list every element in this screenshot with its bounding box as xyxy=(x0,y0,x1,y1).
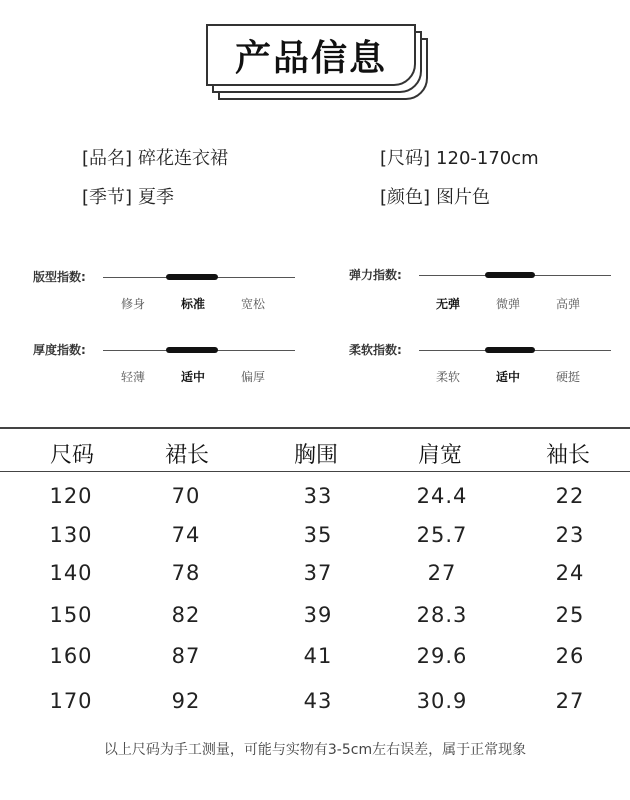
table-top-rule xyxy=(0,427,630,429)
fit-index-option: 宽松 xyxy=(240,297,265,311)
softness-index-indicator xyxy=(485,347,535,353)
fit-index-label: 版型指数: xyxy=(33,270,86,284)
softness-index-label: 柔软指数: xyxy=(349,343,402,357)
cell-length: 82 xyxy=(171,603,201,627)
cell-length: 92 xyxy=(171,689,201,713)
cell-sleeve: 27 xyxy=(555,689,585,713)
cell-size: 170 xyxy=(49,689,93,713)
stretch-index-option: 微弹 xyxy=(495,297,520,311)
cell-length: 87 xyxy=(171,644,201,668)
cell-length: 78 xyxy=(171,561,201,585)
cell-size: 130 xyxy=(49,523,93,547)
thickness-index-indicator xyxy=(166,347,218,353)
title-box xyxy=(206,24,436,102)
info-color xyxy=(380,183,490,209)
cell-shoulder: 28.3 xyxy=(416,603,468,627)
cell-shoulder: 27 xyxy=(427,561,457,585)
table-header-shoulder: 肩宽 xyxy=(417,443,462,468)
cell-bust: 39 xyxy=(303,603,333,627)
info-season xyxy=(82,183,174,209)
info-name-key: [品名] xyxy=(82,148,133,169)
info-size xyxy=(380,144,539,170)
softness-index-option: 柔软 xyxy=(435,370,460,384)
info-name-value: 碎花连衣裙 xyxy=(138,148,229,169)
info-season-key: [季节] xyxy=(82,187,133,208)
softness-index-option: 适中 xyxy=(495,370,520,384)
table-header-sleeve: 袖长 xyxy=(545,443,590,468)
cell-shoulder: 25.7 xyxy=(416,523,468,547)
stretch-index-option: 无弹 xyxy=(435,297,460,311)
fit-index-option: 标准 xyxy=(180,297,205,311)
table-header-rule xyxy=(0,471,630,472)
cell-shoulder: 24.4 xyxy=(416,484,468,508)
thickness-index-option: 适中 xyxy=(180,370,205,384)
cell-size: 140 xyxy=(49,561,93,585)
cell-size: 120 xyxy=(49,484,93,508)
info-color-key: [颜色] xyxy=(380,187,431,208)
cell-length: 74 xyxy=(171,523,201,547)
info-size-value: 120-170cm xyxy=(436,148,539,169)
cell-size: 160 xyxy=(49,644,93,668)
stretch-index-option: 高弹 xyxy=(555,297,580,311)
cell-sleeve: 26 xyxy=(555,644,585,668)
cell-length: 70 xyxy=(171,484,201,508)
title-front-layer xyxy=(206,24,416,86)
table-header-size: 尺码 xyxy=(49,443,94,468)
thickness-index-option: 轻薄 xyxy=(120,370,145,384)
cell-shoulder: 30.9 xyxy=(416,689,468,713)
cell-bust: 35 xyxy=(303,523,333,547)
table-header-bust: 胸围 xyxy=(293,443,338,468)
info-size-key: [尺码] xyxy=(380,148,431,169)
thickness-index-option: 偏厚 xyxy=(240,370,265,384)
cell-shoulder: 29.6 xyxy=(416,644,468,668)
info-season-value: 夏季 xyxy=(138,187,175,208)
fit-index-option: 修身 xyxy=(120,297,145,311)
fit-index-indicator xyxy=(166,274,218,280)
stretch-index-label: 弹力指数: xyxy=(349,268,402,282)
cell-sleeve: 24 xyxy=(555,561,585,585)
cell-sleeve: 22 xyxy=(555,484,585,508)
stretch-index-indicator xyxy=(485,272,535,278)
cell-sleeve: 25 xyxy=(555,603,585,627)
cell-size: 150 xyxy=(49,603,93,627)
cell-bust: 33 xyxy=(303,484,333,508)
thickness-index-label: 厚度指数: xyxy=(33,343,86,357)
cell-bust: 43 xyxy=(303,689,333,713)
table-header-length: 裙长 xyxy=(164,443,209,468)
cell-bust: 41 xyxy=(303,644,333,668)
info-name xyxy=(82,144,228,170)
page-title: 产品信息 xyxy=(234,37,387,79)
measurement-footnote: 以上尺码为手工测量，可能与实物有3-5cm左右误差，属于正常现象 xyxy=(103,742,527,758)
info-color-value: 图片色 xyxy=(436,187,491,208)
softness-index-option: 硬挺 xyxy=(555,370,580,384)
cell-bust: 37 xyxy=(303,561,333,585)
cell-sleeve: 23 xyxy=(555,523,585,547)
